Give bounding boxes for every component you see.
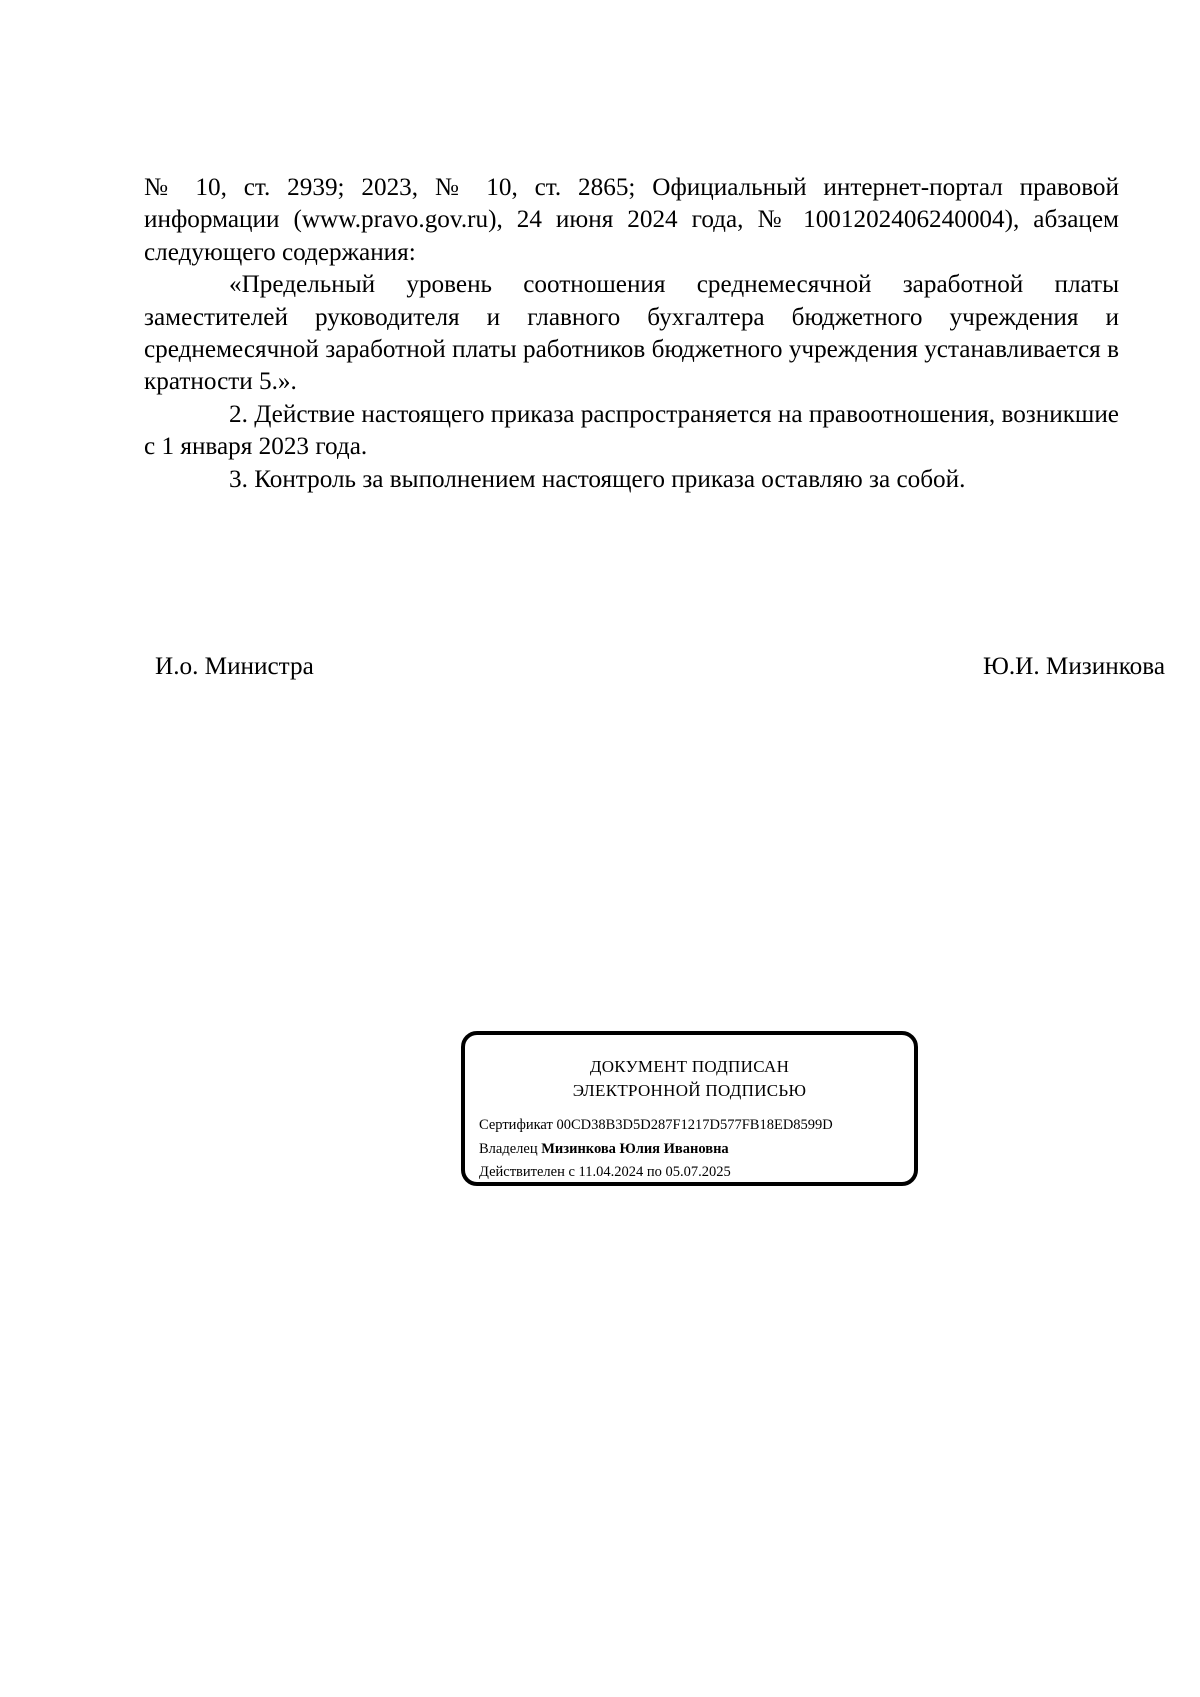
valid-to-prefix: по [646, 1164, 662, 1180]
signatory-position: И.о. Министра [155, 653, 314, 680]
stamp-title-line1: ДОКУМЕНТ ПОДПИСАН [589, 1057, 790, 1076]
signature-block [155, 651, 1165, 683]
stamp-validity-row [479, 1161, 914, 1185]
stamp-owner-row [479, 1138, 914, 1162]
certificate-value: 00CD38B3D5D287F1217D577FB18ED8599D [556, 1117, 833, 1133]
stamp-title-line2: ЭЛЕКТРОННОЙ ПОДПИСЬЮ [572, 1081, 807, 1100]
owner-label: Владелец [479, 1140, 538, 1157]
valid-from-prefix: с [568, 1164, 575, 1180]
electronic-signature-stamp [461, 1031, 918, 1186]
paragraph-quoted-amendment: «Предельный уровень соотношения среднемесячной заработной платы заместителей руководителя и главного бухгалтера бюджетного учреждения и среднемесячной заработной платы работников бюджетного учреждения устанавливается в кратности 5.». [144, 271, 1119, 396]
paragraph-continuation: № 10, ст. 2939; 2023, № 10, ст. 2865; Официальный интернет-портал правовой информации (www.pravo.gov.ru), 24 июня 2024 года, № 1001202406240004), абзацем следующего содержания: [144, 174, 1119, 266]
signatory-name: Ю.И. Мизинкова [982, 653, 1165, 680]
valid-from-date: 11.04.2024 [578, 1164, 644, 1180]
valid-to-date: 05.07.2025 [665, 1164, 731, 1180]
paragraph-item-2: 2. Действие настоящего приказа распространяется на правоотношения, возникшие с 1 января 2023 года. [144, 400, 1119, 461]
owner-value: Мизинкова Юлия Ивановна [541, 1140, 729, 1157]
stamp-certificate-row [479, 1114, 914, 1138]
stamp-details [465, 1114, 914, 1185]
valid-label: Действителен [479, 1164, 565, 1180]
paragraph-item-3: 3. Контроль за выполнением настоящего приказа оставляю за собой. [229, 465, 966, 493]
document-body [144, 172, 1119, 496]
certificate-label: Сертификат [479, 1117, 553, 1133]
stamp-title [465, 1055, 914, 1103]
